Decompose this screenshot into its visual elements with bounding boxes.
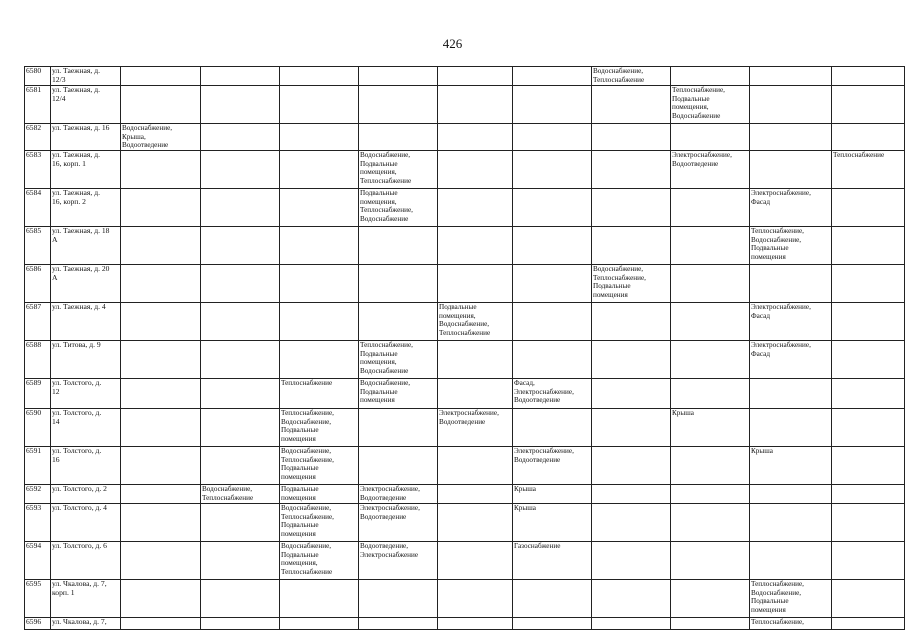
works-cell [280, 86, 359, 124]
works-cell [513, 409, 592, 447]
works-cell [832, 542, 905, 580]
works-cell [359, 618, 438, 630]
works-cell [280, 189, 359, 227]
works-cell [671, 447, 750, 485]
works-cell [750, 542, 832, 580]
repair-schedule-table [24, 66, 905, 630]
table-row [25, 485, 905, 504]
works-cell [438, 485, 513, 504]
works-cell [671, 580, 750, 618]
works-cell [671, 504, 750, 542]
works-cell: Теплоснабжение, Водоснабжение, Подвальные помещения [280, 409, 359, 447]
works-cell [750, 124, 832, 151]
works-cell [750, 265, 832, 303]
works-cell [201, 379, 280, 409]
page-number: 426 [442, 36, 463, 51]
works-cell [832, 504, 905, 542]
address-cell: ул. Толстого, д. 12 [51, 379, 121, 409]
works-cell [592, 542, 671, 580]
works-cell: Электроснабжение, Водоотведение [359, 504, 438, 542]
address-cell: ул. Чкалова, д. 7, корп. 1 [51, 580, 121, 618]
works-cell [121, 303, 201, 341]
works-cell [201, 124, 280, 151]
works-cell [832, 379, 905, 409]
works-cell [280, 580, 359, 618]
works-cell: Газоснабжение [513, 542, 592, 580]
works-cell [671, 485, 750, 504]
works-cell [438, 189, 513, 227]
table-row [25, 409, 905, 447]
row-number: 6584 [25, 189, 51, 227]
table-row [25, 124, 905, 151]
works-cell: Электроснабжение, Фасад [750, 303, 832, 341]
works-cell [832, 447, 905, 485]
row-number: 6589 [25, 379, 51, 409]
row-number: 6587 [25, 303, 51, 341]
works-cell: Водоснабжение, Подвальные помещения, Теплоснабжение [280, 542, 359, 580]
works-cell: Электроснабжение, Водоотведение [513, 447, 592, 485]
works-cell: Водоснабжение, Теплоснабжение, Подвальные помещения [280, 447, 359, 485]
address-cell: ул. Таежная, д. 16, корп. 2 [51, 189, 121, 227]
works-cell: Теплоснабжение, [750, 618, 832, 630]
row-number: 6588 [25, 341, 51, 379]
works-cell [671, 189, 750, 227]
works-cell [359, 265, 438, 303]
address-cell: ул. Таежная, д. 20 А [51, 265, 121, 303]
works-cell [671, 379, 750, 409]
works-cell [513, 303, 592, 341]
works-cell: Водоснабжение, Теплоснабжение, Подвальные помещения [592, 265, 671, 303]
works-cell [438, 67, 513, 86]
works-cell [513, 341, 592, 379]
works-cell [438, 542, 513, 580]
row-number: 6580 [25, 67, 51, 86]
works-cell [513, 86, 592, 124]
address-cell: ул. Толстого, д. 14 [51, 409, 121, 447]
works-cell: Подвальные помещения [280, 485, 359, 504]
works-cell [359, 409, 438, 447]
works-cell [513, 580, 592, 618]
works-cell [359, 227, 438, 265]
works-cell [121, 618, 201, 630]
works-cell [592, 124, 671, 151]
works-cell: Водоснабжение, Теплоснабжение [592, 67, 671, 86]
works-cell [121, 504, 201, 542]
works-cell [359, 447, 438, 485]
works-cell: Водоснабжение, Подвальные помещения, Теплоснабжение [359, 151, 438, 189]
address-cell: ул. Таежная, д. 16 [51, 124, 121, 151]
works-cell [832, 580, 905, 618]
works-cell [750, 86, 832, 124]
works-cell: Электроснабжение, Водоотведение [671, 151, 750, 189]
table-row [25, 189, 905, 227]
row-number: 6586 [25, 265, 51, 303]
works-cell: Крыша [750, 447, 832, 485]
works-cell [359, 580, 438, 618]
works-cell [513, 189, 592, 227]
address-cell: ул. Таежная, д. 16, корп. 1 [51, 151, 121, 189]
address-cell: ул. Титова, д. 9 [51, 341, 121, 379]
works-cell [438, 504, 513, 542]
works-cell [121, 409, 201, 447]
works-cell [201, 542, 280, 580]
row-number: 6582 [25, 124, 51, 151]
row-number: 6596 [25, 618, 51, 630]
works-cell: Теплоснабжение [832, 151, 905, 189]
works-cell: Электроснабжение, Фасад [750, 341, 832, 379]
table-row [25, 618, 905, 630]
row-number: 6595 [25, 580, 51, 618]
works-cell [201, 409, 280, 447]
works-cell: Теплоснабжение, Водоснабжение, Подвальные помещения [750, 580, 832, 618]
works-cell [832, 67, 905, 86]
works-cell [438, 86, 513, 124]
works-cell [438, 124, 513, 151]
works-cell [671, 67, 750, 86]
address-cell: ул. Таежная, д. 18 А [51, 227, 121, 265]
table-row [25, 86, 905, 124]
works-cell: Электроснабжение, Фасад [750, 189, 832, 227]
row-number: 6583 [25, 151, 51, 189]
works-cell [201, 303, 280, 341]
works-cell [280, 341, 359, 379]
works-cell [592, 227, 671, 265]
works-cell [513, 227, 592, 265]
works-cell [671, 341, 750, 379]
works-cell [671, 265, 750, 303]
works-cell [513, 67, 592, 86]
table-row [25, 303, 905, 341]
works-cell [201, 67, 280, 86]
works-cell [201, 265, 280, 303]
works-cell [832, 86, 905, 124]
address-cell: ул. Толстого, д. 2 [51, 485, 121, 504]
works-cell: Фасад, Электроснабжение, Водоотведение [513, 379, 592, 409]
works-cell [359, 124, 438, 151]
works-cell: Электроснабжение, Водоотведение [438, 409, 513, 447]
works-cell [671, 227, 750, 265]
works-cell [121, 542, 201, 580]
works-cell [359, 86, 438, 124]
works-cell [359, 67, 438, 86]
works-cell [121, 189, 201, 227]
works-cell [592, 379, 671, 409]
works-cell [121, 341, 201, 379]
works-cell [592, 86, 671, 124]
works-cell [201, 151, 280, 189]
works-cell: Крыша [513, 485, 592, 504]
works-cell [832, 303, 905, 341]
works-cell [671, 124, 750, 151]
works-cell [592, 447, 671, 485]
works-cell [592, 151, 671, 189]
works-cell [592, 409, 671, 447]
works-cell [438, 227, 513, 265]
works-cell [201, 86, 280, 124]
works-cell [121, 379, 201, 409]
works-cell [280, 67, 359, 86]
works-cell [592, 303, 671, 341]
works-cell [438, 447, 513, 485]
row-number: 6581 [25, 86, 51, 124]
works-cell: Подвальные помещения, Водоснабжение, Теплоснабжение [438, 303, 513, 341]
works-cell: Водоснабжение, Теплоснабжение, Подвальные помещения [280, 504, 359, 542]
works-cell [438, 341, 513, 379]
works-cell [280, 618, 359, 630]
works-cell: Крыша [513, 504, 592, 542]
address-cell: ул. Таежная, д. 12/4 [51, 86, 121, 124]
works-cell [513, 618, 592, 630]
works-cell [832, 124, 905, 151]
works-cell [280, 227, 359, 265]
works-cell [121, 485, 201, 504]
works-cell [832, 485, 905, 504]
works-cell [121, 265, 201, 303]
works-cell [513, 265, 592, 303]
table-row [25, 580, 905, 618]
works-cell [121, 67, 201, 86]
works-cell [671, 542, 750, 580]
row-number: 6590 [25, 409, 51, 447]
row-number: 6592 [25, 485, 51, 504]
works-cell [438, 265, 513, 303]
address-cell: ул. Таежная, д. 4 [51, 303, 121, 341]
works-cell [750, 504, 832, 542]
table-row [25, 265, 905, 303]
table-row [25, 341, 905, 379]
works-cell [832, 341, 905, 379]
works-cell [750, 67, 832, 86]
works-cell [121, 580, 201, 618]
works-cell [671, 618, 750, 630]
works-cell: Подвальные помещения, Теплоснабжение, Водоснабжение [359, 189, 438, 227]
works-cell [201, 227, 280, 265]
works-cell [201, 189, 280, 227]
works-cell [832, 409, 905, 447]
table-row [25, 504, 905, 542]
address-cell: ул. Толстого, д. 6 [51, 542, 121, 580]
works-cell: Теплоснабжение, Подвальные помещения, Водоснабжение [359, 341, 438, 379]
works-cell: Водоотведение, Электроснабжение [359, 542, 438, 580]
works-cell [280, 124, 359, 151]
table-row [25, 227, 905, 265]
works-cell [121, 227, 201, 265]
works-cell [201, 580, 280, 618]
works-cell [671, 303, 750, 341]
address-cell: ул. Таежная, д. 12/3 [51, 67, 121, 86]
table-row [25, 542, 905, 580]
table-row [25, 67, 905, 86]
works-cell [359, 303, 438, 341]
works-cell: Теплоснабжение [280, 379, 359, 409]
row-number: 6593 [25, 504, 51, 542]
row-number: 6591 [25, 447, 51, 485]
works-cell [121, 447, 201, 485]
address-cell: ул. Толстого, д. 16 [51, 447, 121, 485]
works-cell: Крыша [671, 409, 750, 447]
works-cell [832, 227, 905, 265]
works-cell: Водоснабжение, Подвальные помещения [359, 379, 438, 409]
row-number: 6594 [25, 542, 51, 580]
row-number: 6585 [25, 227, 51, 265]
works-cell [592, 580, 671, 618]
works-cell [832, 265, 905, 303]
works-cell [201, 341, 280, 379]
works-cell [201, 504, 280, 542]
table-row [25, 447, 905, 485]
works-cell: Теплоснабжение, Водоснабжение, Подвальные помещения [750, 227, 832, 265]
works-cell [592, 341, 671, 379]
works-cell [592, 189, 671, 227]
works-cell [750, 409, 832, 447]
works-cell [513, 124, 592, 151]
works-cell: Водоснабжение, Крыша, Водоотведение [121, 124, 201, 151]
works-cell [201, 447, 280, 485]
works-cell: Электроснабжение, Водоотведение [359, 485, 438, 504]
works-cell [832, 189, 905, 227]
table-row [25, 151, 905, 189]
works-cell [592, 618, 671, 630]
works-cell [592, 504, 671, 542]
works-cell [832, 618, 905, 630]
works-cell [121, 151, 201, 189]
works-cell [750, 379, 832, 409]
works-cell [280, 265, 359, 303]
works-cell: Теплоснабжение, Подвальные помещения, Водоснабжение [671, 86, 750, 124]
works-cell [201, 618, 280, 630]
table-row [25, 379, 905, 409]
works-cell [121, 86, 201, 124]
works-cell [438, 580, 513, 618]
works-cell [438, 618, 513, 630]
works-cell [592, 485, 671, 504]
address-cell: ул. Толстого, д. 4 [51, 504, 121, 542]
works-cell [438, 379, 513, 409]
address-cell: ул. Чкалова, д. 7, [51, 618, 121, 630]
works-cell [750, 151, 832, 189]
works-cell [280, 303, 359, 341]
works-cell [438, 151, 513, 189]
works-cell [750, 485, 832, 504]
works-cell [280, 151, 359, 189]
works-cell: Водоснабжение, Теплоснабжение [201, 485, 280, 504]
works-cell [513, 151, 592, 189]
